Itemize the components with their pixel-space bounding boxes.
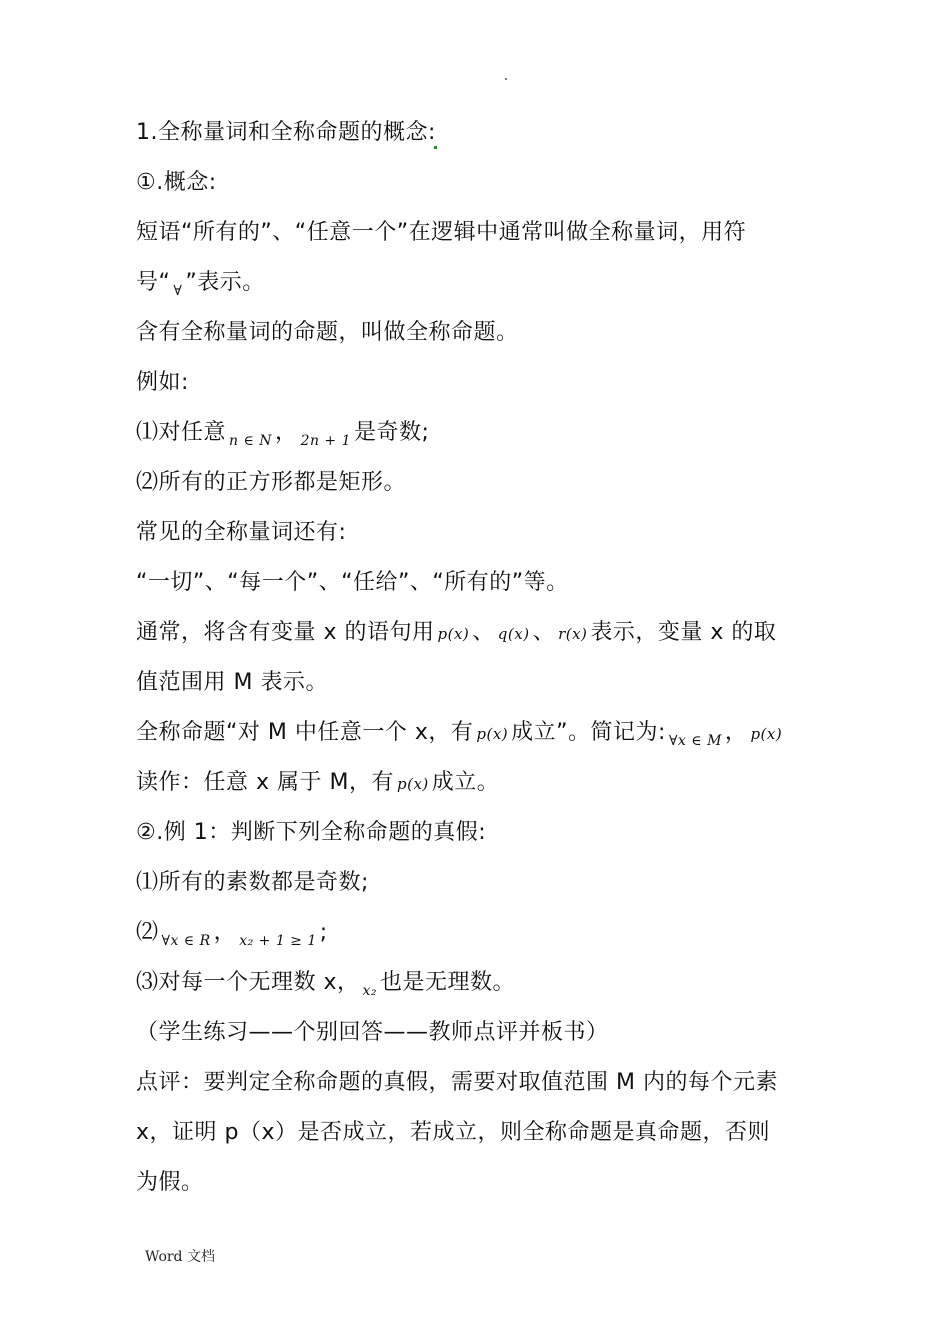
math-formula: ∀x ∈ M [668, 733, 722, 749]
paragraph-line: 点评：要判定全称命题的真假，需要对取值范围 M 内的每个元素 [136, 1070, 778, 1095]
example-item: ⑶对每一个无理数 x， $_{x_2}$ 也是无理数。 [136, 970, 516, 999]
paragraph-line: 含有全称量词的命题，叫做全称命题。 [136, 320, 519, 345]
paragraph-line: “一切”、“每一个”、“任给”、“所有的”等。 [136, 570, 569, 595]
math-formula: ∀x ∈ R [161, 933, 211, 949]
green-mark [434, 146, 437, 149]
math-formula: x₂ [362, 983, 378, 999]
example-item: ⑴对任意 $_{n \in N}$ ， $_{2n + 1}$ 是奇数; [136, 420, 430, 449]
math-formula: r(x) [558, 625, 588, 643]
math-formula: p(x) [476, 725, 509, 743]
section-heading: 1.全称量词和全称命题的概念: [136, 108, 826, 158]
math-formula: p(x) [750, 725, 783, 743]
header-dot [505, 78, 507, 80]
paragraph-line: 例如: [136, 370, 189, 395]
math-formula: x₂ + 1 ≥ 1 [239, 933, 317, 949]
math-formula: 2n + 1 [300, 433, 352, 449]
math-formula: q(x) [497, 625, 530, 643]
subheading-concept: ①.概念: [136, 170, 217, 195]
paragraph-line: 短语“所有的”、“任意一个”在逻辑中通常叫做全称量词，用符 [136, 220, 747, 245]
paragraph-line: 为假。 [136, 1170, 204, 1195]
paragraph-line: 值范围用 M 表示。 [136, 670, 328, 695]
paragraph-line: 号“ $_\forall$ ”表示。 [136, 270, 265, 299]
example-item: ⑴所有的素数都是奇数; [136, 870, 369, 895]
paragraph-line: 常见的全称量词还有: [136, 520, 347, 545]
document-body [136, 108, 826, 1208]
paragraph-line: 读作：任意 x 属于 M，有 p(x) 成立。 [136, 770, 500, 795]
page-footer: Word 文档 [145, 1249, 215, 1265]
forall-symbol: ∀ [173, 283, 183, 299]
math-formula: p(x) [437, 625, 470, 643]
paragraph-line: x，证明 p（x）是否成立，若成立，则全称命题是真命题，否则 [136, 1120, 770, 1145]
example-item: ⑵所有的正方形都是矩形。 [136, 470, 407, 495]
math-formula: n ∈ N [229, 433, 273, 449]
subheading-example: ②.例 1：判断下列全称命题的真假: [136, 820, 487, 845]
paragraph-line: 全称命题“对 M 中任意一个 x，有 p(x) 成立”。简记为: $_{\forall x \in M}$ ， p(x) [136, 708, 826, 758]
paragraph-line: （学生练习——个别回答——教师点评并板书） [136, 1020, 609, 1045]
math-formula: p(x) [396, 775, 429, 793]
example-item: ⑵ $_{\forall x \in R}$ ， $_{x_2 + 1 \ge 1}$ ; [136, 920, 328, 949]
paragraph-line: 通常，将含有变量 x 的语句用 p(x) 、 q(x) 、 r(x) 表示，变量 x 的取 [136, 620, 777, 645]
